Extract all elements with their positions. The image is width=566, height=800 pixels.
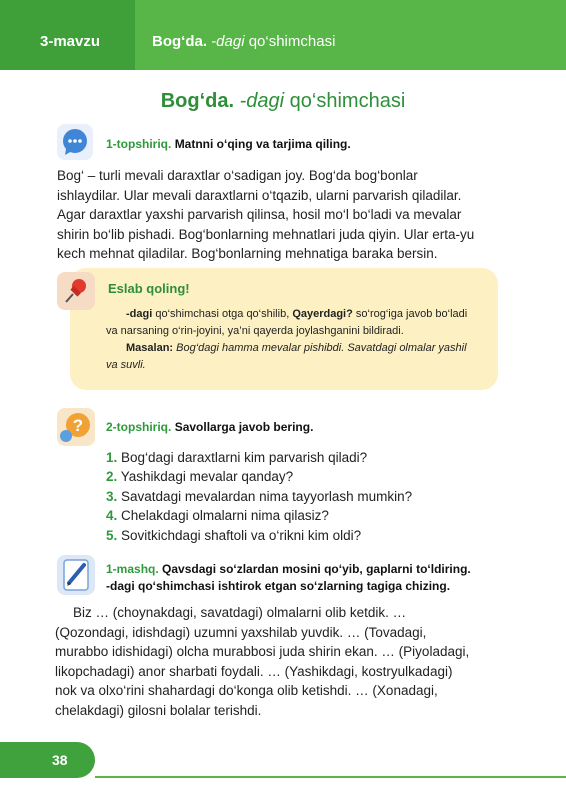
- task1-instruction: Matnni o‘qing va tarjima qiling.: [174, 137, 351, 151]
- list-item: 1. Bog‘dagi daraxtlarni kim parvarish qiladi?: [106, 450, 368, 465]
- task2-instruction: Savollarga javob bering.: [174, 420, 314, 434]
- text-line: kech mehnat qiladilar. Bog‘bonlarning mehnatiga baraka bersin.: [57, 246, 438, 261]
- task1-number: 1-topshiriq.: [106, 137, 172, 151]
- list-item: 2. Yashikdagi mevalar qanday?: [106, 469, 294, 485]
- question-mark-icon: [57, 408, 95, 446]
- text-line: Agar daraxtlar yaxshi parvarish qilinsa, hosil mo‘l bo‘ladi va mevalar: [57, 207, 462, 222]
- exercise1-instruction-1: Qavsdagi so‘zlardan mosini qo‘yib, gaplarni to‘ldiring.: [162, 562, 471, 576]
- list-item: 5. Sovitkichdagi shaftoli va o‘rikni kim oldi?: [106, 527, 362, 543]
- task1-label: [106, 137, 351, 151]
- text-line: ishlaydilar. Ular mevali daraxtlarni o‘tqazib, ularni parvarish qiladilar.: [57, 187, 462, 203]
- header-title: Bog‘da. -dagi qo‘shimchasi: [152, 33, 336, 50]
- list-item: 4. Chelakdagi olmalarni nima qilasiz?: [106, 508, 329, 524]
- exercise1-label: [106, 561, 471, 595]
- text-line: (Qozondagi, idishdagi) uzumni yaxshilab yuvdik. … (Tovadagi,: [55, 624, 427, 640]
- page-title: Bog‘da. -dagi qo‘shimchasi: [160, 90, 406, 112]
- pencil-icon: [57, 555, 95, 595]
- task2-number: 2-topshiriq.: [106, 420, 172, 434]
- remember-text: -dagi qo‘shimchasi otga qo‘shilib, Qayerdagi? so‘rog‘iga javob bo‘ladi va narsaning o‘rin-joyini, ya’ni qayerda joylashganini bildiradi. Masalan: Bog‘dagi hamma mevalar pishibdi. Savatdagi olmalar yashil va suvli.: [106, 308, 468, 371]
- text-line: likopchadagi) anor sharbati foydali. … (Yashikdagi, kostryulkadagi): [55, 663, 453, 679]
- svg-text:?: ?: [72, 416, 84, 435]
- question-list: [106, 448, 412, 545]
- text-line: chelakdagi) gilosni bolalar terishdi.: [55, 702, 262, 718]
- task1-text: [57, 166, 527, 264]
- text-line: Biz … (choynakdagi, savatdagi) olmalarni olib ketdik. …: [73, 605, 407, 620]
- page-number-badge: [0, 742, 95, 778]
- speech-bubble-icon: [57, 124, 93, 160]
- remember-title: Eslab qoling!: [108, 281, 190, 296]
- topic-label: 3-mavzu: [40, 33, 101, 50]
- text-line: shirin bo‘lib pishadi. Bog‘bonlarning mehnatlari juda qiyin. Ular erta-yu: [57, 226, 475, 242]
- exercise1-instruction-2: -dagi qo‘shimchasi ishtirok etgan so‘zlarning tagiga chizing.: [106, 579, 451, 593]
- list-item: 3. Savatdagi mevalardan nima tayyorlash mumkin?: [106, 488, 413, 504]
- page-number: 38: [52, 752, 68, 768]
- pushpin-icon: [57, 272, 95, 310]
- exercise1-number: 1-mashq.: [106, 562, 159, 576]
- exercise1-text: [55, 603, 530, 720]
- footer-divider: [95, 776, 566, 778]
- text-line: nok va olxo‘rini shahardagi do‘konga olib ketishdi. … (Xonadagi,: [55, 683, 438, 698]
- text-line: Bog‘ – turli mevali daraxtlar o‘sadigan joy. Bog‘da bog‘bonlar: [57, 168, 418, 183]
- text-line: murabbo idishidagi) olcha murabbosi juda shirin ekan. … (Piyoladagi,: [55, 644, 470, 659]
- task2-label: [106, 420, 313, 434]
